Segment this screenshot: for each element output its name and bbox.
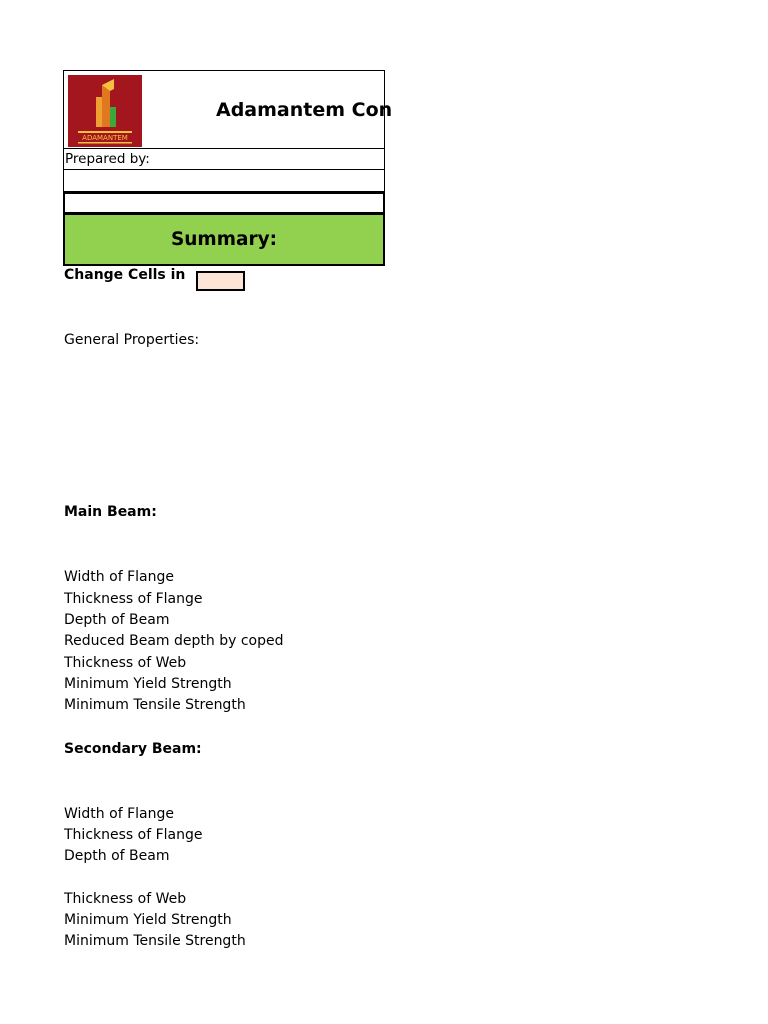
- report-header: [63, 70, 393, 148]
- company-logo: [68, 75, 142, 147]
- prepared-by-cell[interactable]: Prepared by:: [63, 148, 385, 170]
- prepared-by-value-cell[interactable]: [63, 170, 385, 192]
- general-properties-title: General Properties:: [64, 332, 200, 348]
- logo-wordmark: ADAMANTEM: [82, 134, 128, 142]
- summary-banner: [63, 213, 385, 266]
- main-beam-row: Width of Flange: [64, 569, 174, 585]
- secondary-beam-row: Thickness of Web: [64, 891, 187, 907]
- building-logo-icon: [68, 75, 142, 147]
- main-beam-row: Thickness of Web: [64, 655, 187, 671]
- main-beam-row: Minimum Tensile Strength: [64, 697, 246, 713]
- blank-cell[interactable]: [63, 192, 385, 214]
- secondary-beam-row: Depth of Beam: [64, 848, 170, 864]
- input-cell-legend-swatch: [196, 271, 245, 291]
- main-beam-row: Reduced Beam depth by coped: [64, 633, 284, 649]
- main-beam-row: Minimum Yield Strength: [64, 676, 232, 692]
- main-beam-row: Depth of Beam: [64, 612, 170, 628]
- secondary-beam-row: Minimum Tensile Strength: [64, 933, 246, 949]
- company-name: Adamantem Con: [216, 99, 393, 121]
- secondary-beam-row: Thickness of Flange: [64, 827, 203, 843]
- main-beam-title: Main Beam:: [64, 504, 157, 520]
- change-cells-note: Change Cells in: [64, 267, 186, 283]
- main-beam-row: Thickness of Flange: [64, 591, 203, 607]
- secondary-beam-title: Secondary Beam:: [64, 741, 202, 757]
- secondary-beam-row: Width of Flange: [64, 806, 174, 822]
- secondary-beam-row: Minimum Yield Strength: [64, 912, 232, 928]
- summary-title: Summary:: [170, 229, 278, 250]
